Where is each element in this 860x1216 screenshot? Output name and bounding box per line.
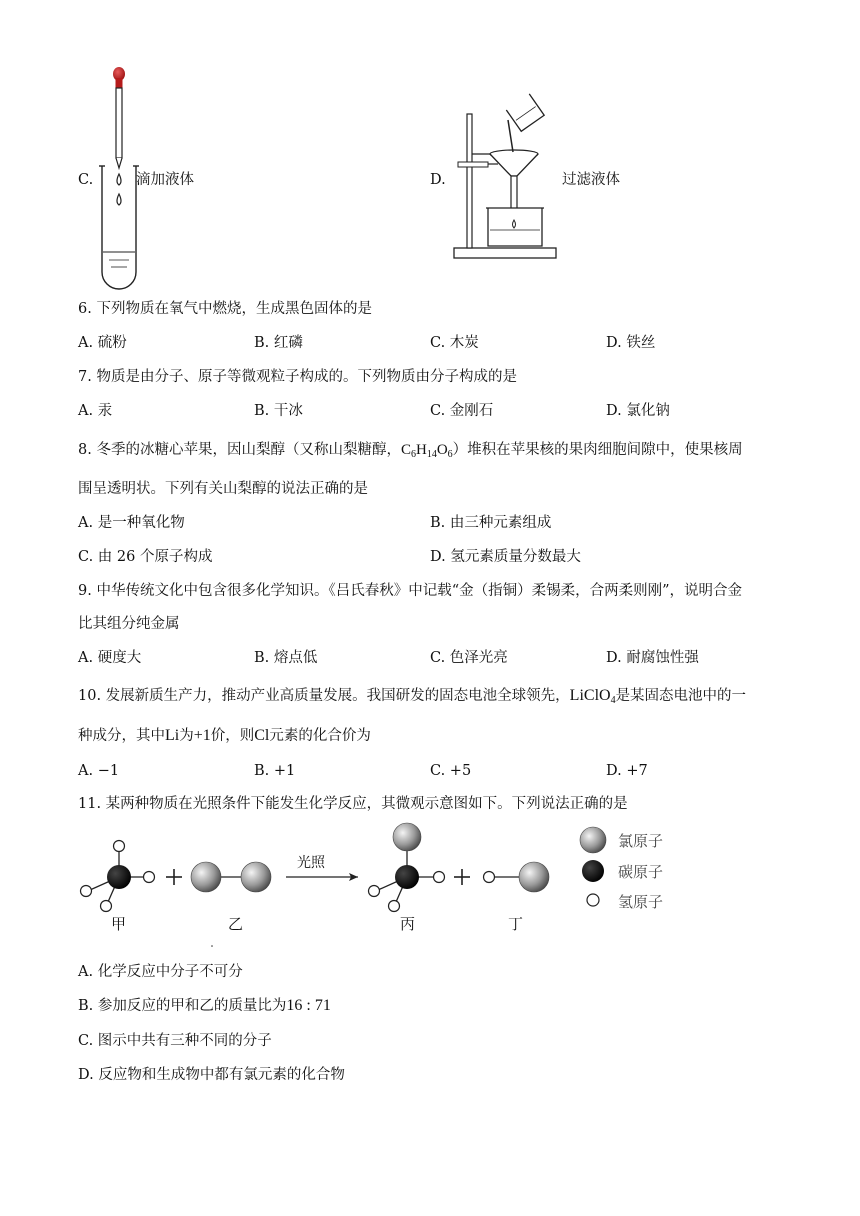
q9-option-b[interactable]: B. 熔点低 (254, 650, 318, 666)
label-yi: 乙 (228, 915, 244, 933)
q7-stem: 7. 物质是由分子、原子等微观粒子构成的。下列物质由分子构成的是 (78, 369, 517, 385)
q8-option-c[interactable]: C. 由 26 个原子构成 (78, 549, 213, 565)
q10-stem-part2: 是某固态电池中的一 (615, 688, 747, 704)
q7-option-c[interactable]: C. 金刚石 (430, 403, 494, 419)
q9-option-a[interactable]: A. 硬度大 (78, 650, 142, 666)
q6-stem: 6. 下列物质在氧气中燃烧，生成黑色固体的是 (78, 301, 372, 317)
q8-option-b[interactable]: B. 由三种元素组成 (430, 515, 552, 531)
q11-option-b[interactable]: B. 参加反应的甲和乙的质量比为16 : 71 (78, 997, 331, 1014)
option-c-letter: C. (78, 172, 94, 188)
q8-stem-line1 (78, 440, 743, 465)
label-jia: 甲 (111, 915, 127, 933)
q8-stem-line2: 围呈透明状。下列有关山梨醇的说法正确的是 (78, 481, 368, 497)
q6-option-a[interactable]: A. 硫粉 (78, 335, 127, 351)
chloromethane-molecule (369, 823, 445, 912)
chlorine-molecule (191, 862, 271, 892)
option-c-caption: 滴加液体 (136, 172, 194, 188)
q10-stem-line2: 种成分，其中Li为+1价，则Cl元素的化合价为 (78, 727, 371, 744)
q6-option-b[interactable]: B. 红磷 (254, 335, 303, 351)
q9-stem-line2: 比其组分纯金属 (78, 616, 180, 632)
label-bing: 丙 (400, 915, 416, 933)
q8-stem-part1: 8. 冬季的冰糖心苹果，因山梨醇（又称山梨糖醇， (78, 442, 401, 458)
q7-option-b[interactable]: B. 干冰 (254, 403, 303, 419)
q6-option-d[interactable]: D. 铁丝 (606, 335, 656, 351)
label-ding: 丁 (508, 915, 524, 933)
methane-molecule (81, 841, 155, 912)
q9-stem-line1: 9. 中华传统文化中包含很多化学知识。《吕氏春秋》中记载“金（指铜）柔锡柔，合两柔则刚”，说明合金 (78, 583, 743, 599)
legend-chlorine-atom (580, 827, 606, 853)
reaction-condition: 光照 (297, 855, 325, 871)
q9-option-d[interactable]: D. 耐腐蚀性强 (606, 650, 699, 666)
legend-hydrogen-atom (587, 894, 599, 906)
q8-stem-part2: ）堆积在苹果核的果肉细胞间隙中，使果核周 (452, 442, 743, 458)
legend-chlorine-label: 氯原子 (618, 832, 664, 850)
q7-option-a[interactable]: A. 汞 (78, 403, 113, 419)
option-d-letter: D. (430, 172, 446, 188)
q11-option-c[interactable]: C. 图示中共有三种不同的分子 (78, 1033, 272, 1049)
q10-stem-line1 (78, 686, 746, 711)
option-d-caption: 过滤液体 (562, 172, 620, 188)
q6-option-c[interactable]: C. 木炭 (430, 335, 479, 351)
q11-option-d[interactable]: D. 反应物和生成物中都有氯元素的化合物 (78, 1067, 345, 1083)
lithium-perchlorate-formula: LiClO$_4$ (569, 687, 616, 706)
legend-carbon-label: 碳原子 (618, 863, 664, 881)
legend-hydrogen-label: 氢原子 (618, 893, 664, 911)
q7-option-d[interactable]: D. 氯化钠 (606, 403, 670, 419)
q8-option-d[interactable]: D. 氢元素质量分数最大 (430, 549, 581, 565)
q10-option-c[interactable]: C. +5 (430, 763, 472, 779)
q10-option-b[interactable]: B. +1 (254, 763, 296, 779)
q9-option-c[interactable]: C. 色泽光亮 (430, 650, 508, 666)
q11-option-a[interactable]: A. 化学反应中分子不可分 (78, 964, 243, 980)
q8-option-a[interactable]: A. 是一种氧化物 (78, 515, 185, 531)
sorbitol-formula: $C_6H_{14}O_6$ (400, 442, 453, 460)
q10-option-d[interactable]: D. +7 (606, 763, 648, 779)
q10-stem-part1: 10. 发展新质生产力，推动产业高质量发展。我国研发的固态电池全球领先， (78, 688, 570, 704)
q10-option-a[interactable]: A. −1 (78, 763, 120, 779)
legend-carbon-atom (582, 860, 604, 882)
hydrogen-chloride-molecule (484, 862, 550, 892)
q11-stem: 11. 某两种物质在光照条件下能发生化学反应，其微观示意图如下。下列说法正确的是 (78, 796, 628, 812)
